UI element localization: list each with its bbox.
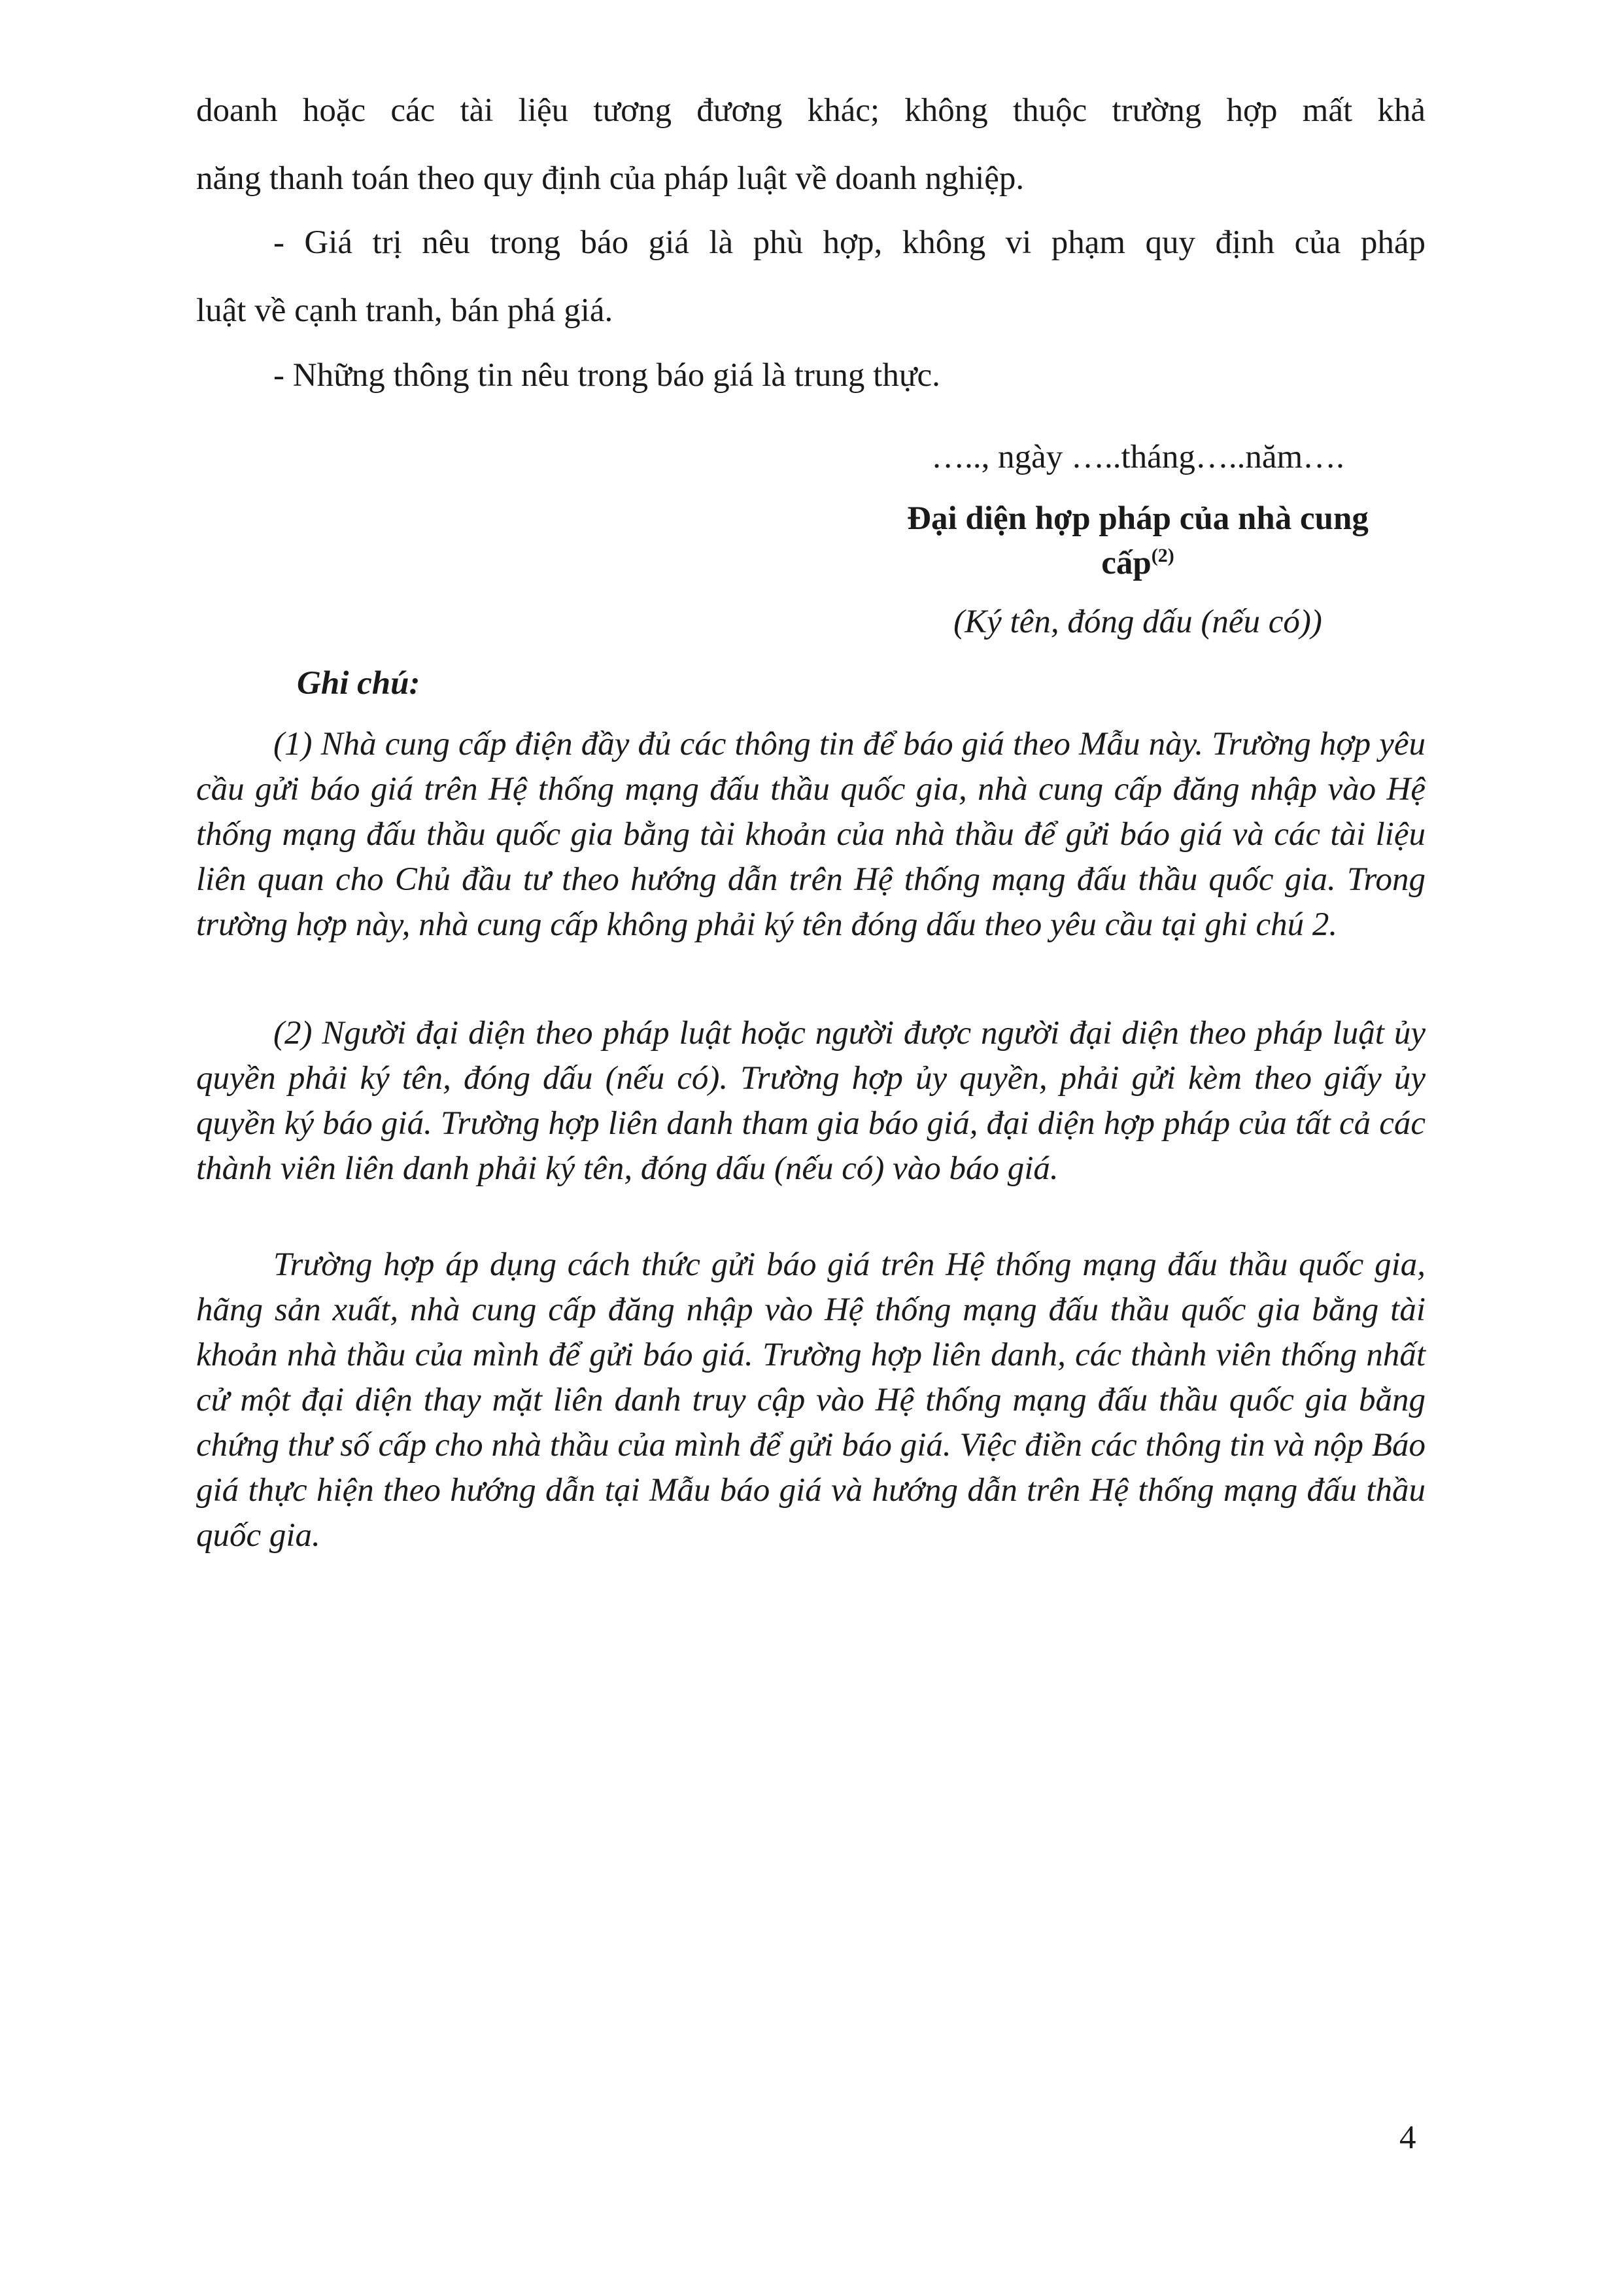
note-1: (1) Nhà cung cấp điện đầy đủ các thông tin để báo giá theo Mẫu này. Trường hợp yêu cầu gửi báo giá trên Hệ thống mạng đấu thầu quốc gia, nhà cung cấp đăng nhập vào Hệ thống mạng đấu thầu quốc gia bằng tài khoản của nhà thầu để gửi báo giá và các tài liệu liên quan cho Chủ đầu tư theo hướng dẫn trên Hệ thống mạng đấu thầu quốc gia. Trong trường hợp này, nhà cung cấp không phải ký tên đóng dấu theo yêu cầu tại ghi chú 2.	[196, 726, 1426, 943]
signature-title-cap: cấp	[1101, 545, 1152, 581]
page-number: 4	[1399, 2119, 1416, 2156]
bullet-price-line-1: - Giá trị nêu trong báo giá là phù hợp, không vi phạm quy định của pháp	[273, 224, 1426, 261]
bullet-price-line-2: luật về cạnh tranh, bán phá giá.	[196, 292, 613, 329]
note-2: (2) Người đại diện theo pháp luật hoặc người được người đại diện theo pháp luật ủy quyền phải ký tên, đóng dấu (nếu có). Trường hợp ủy quyền, phải gửi kèm theo giấy ủy quyền ký báo giá. Trường hợp liên danh tham gia báo giá, đại diện hợp pháp của tất cả các thành viên liên danh phải ký tên, đóng dấu (nếu có) vào báo giá.	[196, 1015, 1426, 1187]
signature-instruction: (Ký tên, đóng dấu (nếu có))	[953, 604, 1322, 640]
signature-date-line: ….., ngày …..tháng…..năm….	[931, 439, 1344, 475]
note-3: Trường hợp áp dụng cách thức gửi báo giá trên Hệ thống mạng đấu thầu quốc gia, hãng sản xuất, nhà cung cấp đăng nhập vào Hệ thống mạng đấu thầu quốc gia bằng tài khoản nhà thầu của mình để gửi báo giá. Trường hợp liên danh, các thành viên thống nhất cử một đại diện thay mặt liên danh truy cập vào Hệ thống mạng đấu thầu quốc gia bằng chứng thư số cấp cho nhà thầu của mình để gửi báo giá. Việc điền các thông tin và nộp Báo giá thực hiện theo hướng dẫn tại Mẫu báo giá và hướng dẫn trên Hệ thống mạng đấu thầu quốc gia.	[196, 1246, 1426, 1554]
body-line-2: năng thanh toán theo quy định của pháp luật về doanh nghiệp.	[196, 160, 1025, 197]
signature-title-line-1: Đại diện hợp pháp của nhà cung	[907, 500, 1369, 537]
signature-title-line-2	[844, 544, 1432, 582]
notes-heading: Ghi chú:	[297, 665, 420, 702]
signature-title-sup: (2)	[1151, 545, 1174, 566]
bullet-truthful: - Những thông tin nêu trong báo giá là trung thực.	[273, 357, 940, 394]
body-line-1: doanh hoặc các tài liệu tương đương khác; không thuộc trường hợp mất khả	[196, 92, 1426, 129]
